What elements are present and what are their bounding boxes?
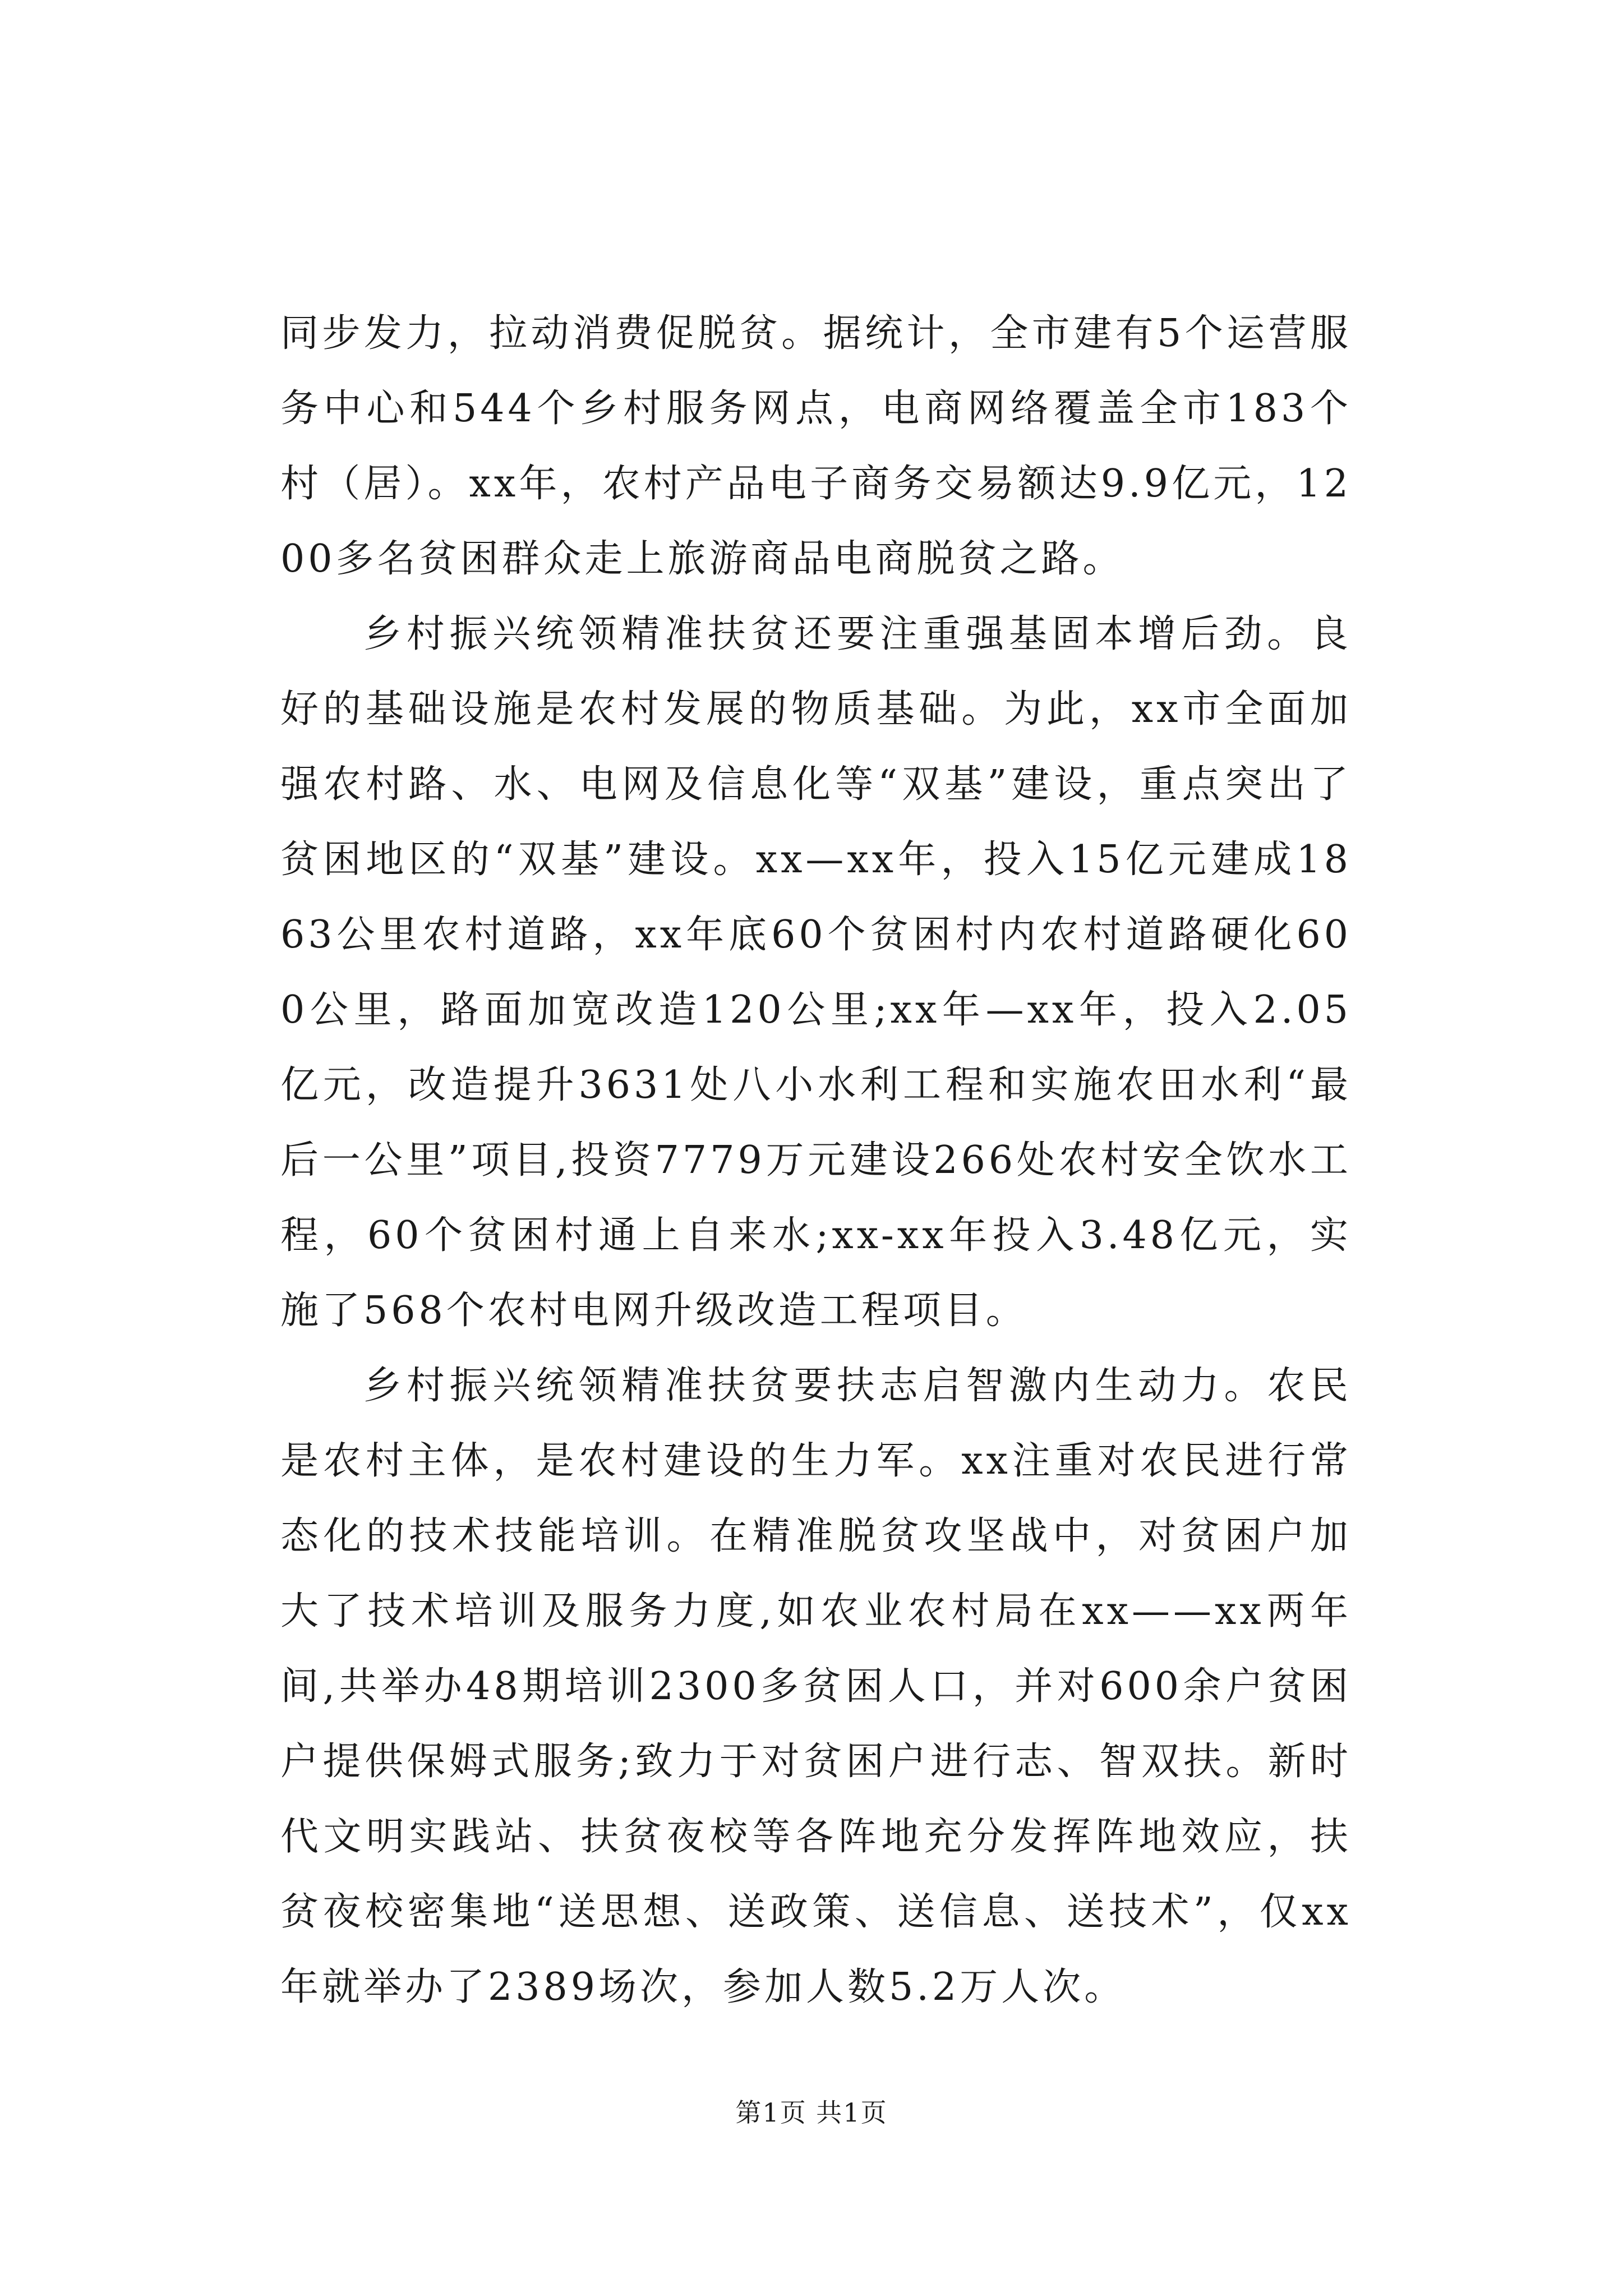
document-body bbox=[280, 296, 1352, 2025]
paragraph-training: 乡村振兴统领精准扶贫要扶志启智激内生动力。农民是农村主体，是农村建设的生力军。xx注重对农民进行常态化的技术技能培训。在精准脱贫攻坚战中，对贫困户加大了技术培训及服务力度,如农业农村局在xx——xx两年间,共举办48期培训2300多贫困人口，并对600余户贫困户提供保姆式服务;致力于对贫困户进行志、智双扶。新时代文明实践站、扶贫夜校等各阵地充分发挥阵地效应，扶贫夜校密集地“送思想、送政策、送信息、送技术”，仅xx年就举办了2389场次，参加人数5.2万人次。 bbox=[280, 1364, 1352, 2009]
page-footer: 第1页 共1页 bbox=[735, 2097, 888, 2128]
paragraph-infrastructure: 乡村振兴统领精准扶贫还要注重强基固本增后劲。良好的基础设施是农村发展的物质基础。为此，xx市全面加强农村路、水、电网及信息化等“双基”建设，重点突出了贫困地区的“双基”建设。xx—xx年，投入15亿元建成1863公里农村道路，xx年底60个贫困村内农村道路硬化600公里，路面加宽改造120公里;xx年—xx年，投入2.05亿元，改造提升3631处八小水利工程和实施农田水利“最后一公里”项目,投资7779万元建设266处农村安全饮水工程，60个贫困村通上自来水;xx-xx年投入3.48亿元，实施了568个农村电网升级改造工程项目。 bbox=[280, 612, 1352, 1333]
paragraph-continuation: 同步发力，拉动消费促脱贫。据统计，全市建有5个运营服务中心和544个乡村服务网点，电商网络覆盖全市183个村（居）。xx年，农村产品电子商务交易额达9.9亿元，1200多名贫困群众走上旅游商品电商脱贫之路。 bbox=[280, 311, 1352, 581]
